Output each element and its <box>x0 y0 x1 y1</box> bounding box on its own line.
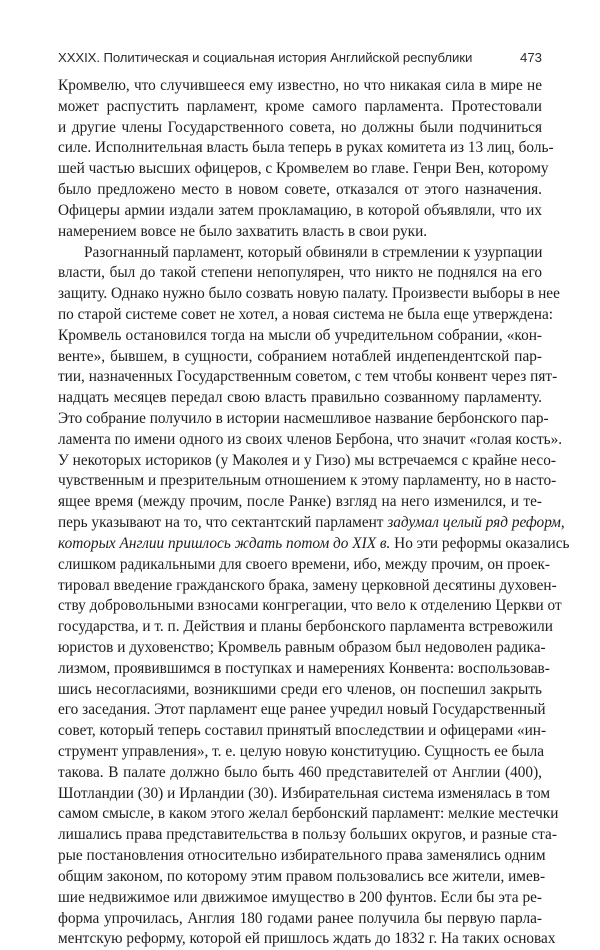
text-line: защиту. Однако нужно было созвать новую палату. Произвести выборы в нее <box>58 285 560 303</box>
text-line: тировал введение гражданского брака, замену церковной десятины духовен- <box>58 576 557 594</box>
text-line: ящее время (между прочим, после Ранке) взгляд на него изменился, и те- <box>58 493 542 511</box>
text-run: перь указывают на то, что сектантский парламент <box>58 514 388 532</box>
body-text <box>58 76 570 950</box>
text-line: власти, был до такой степени непопулярен, что никто не поднялся на его <box>58 264 542 282</box>
text-line: шие недвижимое или движимое имущество в 200 фунтов. Если бы эта ре- <box>58 888 542 906</box>
text-line: рые постановления относительно избирательного права заменялись одним <box>58 847 546 865</box>
text-line: общим законом, по которому этим правом пользовались все жители, имев- <box>58 867 546 885</box>
text-line: такова. В палате должно было быть 460 представителей от Англии (400), <box>58 763 542 781</box>
text-line: лишались права представительства в пользу больших округов, и разные ста- <box>58 826 557 844</box>
italic-emphasis: задумал целый ряд реформ, <box>387 514 565 532</box>
text-line: венте», бывшем, в сущности, собранием нотаблей индепендентской пар- <box>58 347 542 365</box>
chapter-title: XXXIX. Политическая и социальная история Английской республики <box>58 50 473 65</box>
text-line: ству добровольными взносами конгрегации, что вело к отделению Церкви от <box>58 597 562 615</box>
text-line: У некоторых историков (у Маколея и у Гизо) мы встречаемся с крайне несо- <box>58 451 556 469</box>
text-line: надцать месяцев передал свою власть правильно созванному парламенту. <box>58 389 542 407</box>
text-line: Это собрание получило в истории насмешливое название бербонского пар- <box>58 410 549 427</box>
text-line: намерением вовсе не было захватить власть в свои руки. <box>58 222 428 240</box>
page-number: 473 <box>519 50 542 65</box>
text-line: тии, назначенных Государственным советом, с тем чтобы конвент через пят- <box>58 368 558 386</box>
text-line-with-italic <box>58 513 565 534</box>
text-line: Шотландии (30) и Ирландии (30). Избирательная система изменялась в том <box>58 784 551 802</box>
text-line: Офицеры армии издали затем прокламацию, в которой объявляли, что их <box>58 201 542 219</box>
text-line: было предложено место в новом совете, отказался от этого назначения. <box>58 181 542 199</box>
text-line: слишком радикальными для своего времени, ибо, между прочим, он проек- <box>58 555 551 573</box>
text-line: может распустить парламент, кроме самого парламента. Протестовали <box>58 97 542 115</box>
text-line: чувственным и презрительным отношением к этому парламенту, но в насто- <box>58 472 557 490</box>
text-run: Но эти реформы оказались <box>390 534 570 552</box>
text-line: шись несогласиями, возникшими среди его членов, он поспешил закрыть <box>58 680 542 698</box>
running-header <box>58 49 542 67</box>
text-line: ментскую реформу, которой ей пришлось ждать до 1832 г. На таких основах <box>58 930 556 948</box>
text-line-with-italic <box>58 534 570 555</box>
text-line: совет, который теперь составил принятый впоследствии и офицерами «ин- <box>58 722 547 740</box>
text-line: форма упрочилась, Англия 180 годами ранее получила бы первую парла- <box>58 909 542 927</box>
text-line: струмент управления», т. е. целую новую конституцию. Сущность ее была <box>58 743 545 760</box>
text-line: силе. Исполнительная власть была теперь в руках комитета из 13 лиц, боль- <box>58 139 554 157</box>
text-line: самом смысле, в каком этого желал бербонский парламент: мелкие местечки <box>58 805 559 823</box>
text-line: Кромвелю, что случившееся ему известно, но что никакая сила в мире не <box>58 77 542 94</box>
text-line: ламента по имени одного из своих членов Бербона, что значит «голая кость». <box>58 430 563 448</box>
text-line: лизмом, проявившимся в поступках и намерениях Конвента: воспользовав- <box>58 659 550 677</box>
text-line: его заседания. Этот парламент еще ранее учредил новый Государственный <box>58 701 546 719</box>
italic-emphasis: которых Англии пришлось ждать потом до XIX в. <box>58 534 391 552</box>
text-line: по старой системе совет не хотел, а новая система не была еще утверждена: <box>58 305 553 323</box>
text-line: государства, и т. п. Действия и планы бербонского парламента встревожили <box>58 618 553 636</box>
text-line: шей частью высших офицеров, с Кромвелем во главе. Генри Вен, которому <box>58 160 549 178</box>
text-line: Кромвель остановился тогда на мысли об учредительном собрании, «кон- <box>58 326 542 344</box>
text-line: и другие члены Государственного совета, но должны были подчиниться <box>58 118 542 136</box>
paragraph-first-line: Разогнанный парламент, который обвиняли в стремлении к узурпации <box>84 243 543 261</box>
text-line: юристов и духовенство; Кромвель равным образом был недоволен радика- <box>58 638 546 656</box>
